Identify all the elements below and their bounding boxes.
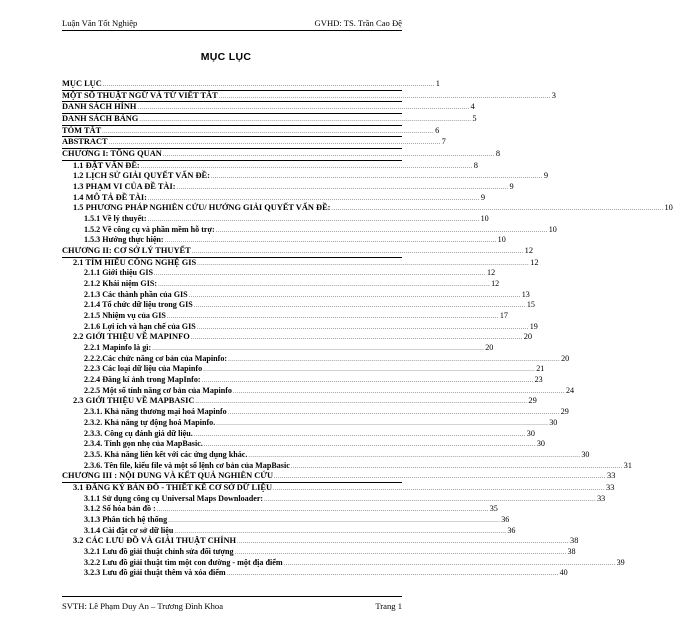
toc-entry-title: 2.2.5 Một số tính năng cơ bản của Mapinfo xyxy=(84,385,232,395)
toc-dot-leader xyxy=(189,291,521,302)
toc-entry-title: 1.5.1 Về lý thuyết: xyxy=(84,214,147,224)
toc-entry-page: 10 xyxy=(497,235,506,245)
toc-entry[interactable] xyxy=(62,439,545,450)
toc-entry-page: 40 xyxy=(559,568,568,578)
toc-entry-page: 4 xyxy=(470,102,475,112)
toc-entry[interactable] xyxy=(62,321,538,333)
toc-dot-leader xyxy=(235,548,567,559)
toc-dot-leader xyxy=(211,172,543,183)
toc-dot-leader xyxy=(165,236,497,247)
toc-entry-title: TÓM TẮT xyxy=(62,125,102,135)
toc-entry[interactable] xyxy=(62,182,514,193)
toc-entry[interactable] xyxy=(62,235,506,246)
toc-entry[interactable] xyxy=(62,417,558,429)
toc-entry-page: 12 xyxy=(524,246,534,256)
toc-entry-title: ABSTRACT xyxy=(62,137,108,147)
page-title: MỤC LỤC xyxy=(200,51,252,63)
toc-entry[interactable] xyxy=(62,407,569,418)
toc-entry-page: 12 xyxy=(491,279,500,289)
toc-entry-title: 2.2.4 Đăng kí ảnh trong MapInfo: xyxy=(84,375,201,385)
toc-entry-title: 2.3.6. Tên file, kiểu file và một số lệnh cơ bản của MapBasic xyxy=(84,460,290,470)
toc-entry-title: 1.2 LỊCH SỬ GIẢI QUYẾT VẤN ĐỀ: xyxy=(73,171,210,181)
toc-entry-title: 2.3 GIỚI THIỆU VỀ MAPBASIC xyxy=(73,396,195,406)
toc-entry[interactable] xyxy=(62,137,446,149)
toc-entry-title: 3.1.3 Phân tích hệ thống xyxy=(84,514,168,524)
toc-entry-page: 13 xyxy=(521,289,530,299)
toc-entry-page: 30 xyxy=(536,439,545,449)
toc-entry-page: 39 xyxy=(616,557,625,567)
toc-dot-leader xyxy=(273,484,605,495)
toc-dot-leader xyxy=(194,430,526,441)
toc-entry-title: 2.3.2. Khả năng tự động hoá Mapinfo. xyxy=(84,417,216,427)
toc-entry-title: 1.5.3 Hướng thực hiện: xyxy=(84,235,164,245)
toc-entry-page: 20 xyxy=(485,343,494,353)
toc-entry[interactable] xyxy=(62,449,590,461)
toc-entry[interactable] xyxy=(62,257,539,269)
toc-dot-leader xyxy=(197,323,529,334)
toc-entry-page: 10 xyxy=(480,214,489,224)
toc-dot-leader xyxy=(248,451,580,462)
toc-entry-page: 29 xyxy=(560,407,569,417)
toc-entry-title: 2.3.4. Tính gọn nhẹ của MapBasic. xyxy=(84,439,203,449)
toc-entry[interactable] xyxy=(62,568,568,579)
toc-entry-page: 33 xyxy=(597,493,606,503)
toc-entry-title: CHƯƠNG III : NỘI DUNG VÀ KẾT QUẢ NGHIÊN CỨU xyxy=(62,471,274,481)
toc-entry-page: 33 xyxy=(606,482,615,492)
toc-entry-page: 36 xyxy=(501,514,510,524)
toc-entry-title: DANH SÁCH BẢNG xyxy=(62,114,139,124)
toc-entry-title: 3.1.4 Cài đặt cơ sở dữ liệu xyxy=(84,525,174,535)
toc-entry-page: 30 xyxy=(526,428,535,438)
toc-entry-page: 31 xyxy=(623,460,632,470)
toc-entry[interactable] xyxy=(62,525,516,537)
toc-entry-title: 2.1.3 Các thành phần của GIS xyxy=(84,289,188,299)
toc-entry-page: 7 xyxy=(441,137,446,147)
toc-entry-title: 2.3.3. Công cụ đánh giá dữ liệu. xyxy=(84,428,193,438)
toc-entry[interactable] xyxy=(62,160,478,172)
toc-entry[interactable] xyxy=(62,385,575,397)
toc-dot-leader xyxy=(191,333,523,344)
toc-entry-page: 15 xyxy=(526,300,535,310)
toc-entry-page: 38 xyxy=(567,546,576,556)
toc-entry[interactable] xyxy=(62,493,606,505)
toc-dot-leader xyxy=(227,569,559,580)
toc-dot-leader xyxy=(264,495,596,506)
toc-entry-title: 2.1.1 Giới thiệu GIS xyxy=(84,268,154,278)
toc-entry-page: 38 xyxy=(570,536,579,546)
toc-dot-leader xyxy=(154,269,486,280)
toc-entry-page: 17 xyxy=(499,311,508,321)
toc-entry-title: 1.1 ĐẶT VẤN ĐỀ: xyxy=(73,160,140,170)
toc-entry[interactable] xyxy=(62,353,570,365)
toc-entry-title: 2.2.1 Mapinfo là gì: xyxy=(84,343,152,353)
toc-dot-leader xyxy=(331,204,663,215)
toc-dot-leader xyxy=(197,259,529,270)
toc-entry-title: 2.1.4 Tổ chức dữ liệu trong GIS xyxy=(84,300,193,310)
toc-entry[interactable] xyxy=(62,171,549,182)
toc-entry-page: 35 xyxy=(489,504,498,514)
toc-dot-leader xyxy=(228,408,560,419)
toc-entry-title: 2.1.6 Lợi ích và hạn chế của GIS xyxy=(84,321,196,331)
toc-entry-page: 33 xyxy=(607,471,616,481)
toc-entry-title: 2.2 GIỚI THIỆU VỀ MAPINFO xyxy=(73,332,190,342)
toc-entry-title: 3.2.1 Lưu đồ giải thuật chỉnh sửa đối tượng xyxy=(84,546,234,556)
toc-entry-title: 3.2 CÁC LƯU ĐỒ VÀ GIẢI THUẬT CHÍNH xyxy=(73,536,237,546)
header-thesis-label: Luận Văn Tốt Nghiệp xyxy=(62,18,138,28)
toc-entry[interactable] xyxy=(62,504,498,515)
toc-entry[interactable] xyxy=(62,364,545,375)
toc-entry[interactable] xyxy=(62,428,535,440)
table-of-contents xyxy=(62,79,673,579)
toc-entry-title: 3.2.3 Lưu đồ giải thuật thêm và xóa điểm xyxy=(84,568,226,578)
toc-entry[interactable] xyxy=(62,343,494,354)
toc-entry-page: 19 xyxy=(529,321,538,331)
toc-dot-leader xyxy=(192,247,524,258)
toc-entry-title: 2.1 TÌM HIỂU CÔNG NGHỆ GIS xyxy=(73,257,197,267)
toc-entry[interactable] xyxy=(62,514,510,526)
toc-entry[interactable] xyxy=(62,396,537,407)
header-advisor-label: GVHD: TS. Trần Cao Đệ xyxy=(314,18,402,28)
toc-entry-page: 30 xyxy=(549,417,558,427)
toc-entry-page: 36 xyxy=(507,525,516,535)
toc-entry-page: 20 xyxy=(523,332,533,342)
toc-entry-title: 1.3 PHẠM VI CỦA ĐỀ TÀI: xyxy=(73,182,176,192)
toc-dot-leader xyxy=(216,419,548,430)
toc-entry[interactable] xyxy=(62,102,475,114)
toc-dot-leader xyxy=(102,127,434,138)
toc-entry-page: 1 xyxy=(435,79,440,88)
toc-dot-leader xyxy=(168,516,500,527)
toc-entry[interactable] xyxy=(62,557,625,569)
toc-entry[interactable] xyxy=(62,482,615,494)
toc-entry-title: CHƯƠNG II: CƠ SỞ LÝ THUYẾT xyxy=(62,246,191,256)
toc-dot-leader xyxy=(202,376,534,387)
toc-entry-title: 3.2.2 Lưu đồ giải thuật tìm một con đường - một địa điểm xyxy=(84,557,283,567)
page-header xyxy=(62,18,402,31)
toc-entry-title: DANH SÁCH HÌNH xyxy=(62,102,137,112)
toc-entry-page: 10 xyxy=(664,203,673,213)
toc-entry-title: MỤC LỤC xyxy=(62,79,102,88)
toc-entry-page: 30 xyxy=(581,449,590,459)
toc-entry-page: 9 xyxy=(543,171,549,181)
toc-entry-page: 23 xyxy=(534,375,543,385)
toc-entry[interactable] xyxy=(62,332,533,343)
toc-entry-title: 2.1.5 Nhiệm vụ của GIS xyxy=(84,311,166,321)
toc-entry-page: 9 xyxy=(480,192,486,202)
toc-entry[interactable] xyxy=(62,125,440,138)
toc-entry-page: 8 xyxy=(473,160,478,170)
toc-entry[interactable] xyxy=(62,311,508,322)
toc-entry-title: 2.3.1. Khả năng thương mại hoá Mapinfo xyxy=(84,407,227,417)
toc-entry-page: 12 xyxy=(487,268,496,278)
toc-entry[interactable] xyxy=(62,224,557,236)
toc-entry[interactable] xyxy=(62,460,632,472)
toc-dot-leader xyxy=(204,440,536,451)
toc-entry-page: 5 xyxy=(472,114,477,124)
toc-entry-title: 1.5 PHƯƠNG PHÁP NGHIÊN CỨU/ HƯỚNG GIẢI QUYẾT VẤN ĐỀ: xyxy=(73,203,331,213)
toc-entry[interactable] xyxy=(62,203,673,214)
toc-dot-leader xyxy=(203,365,535,376)
toc-dot-leader xyxy=(219,92,551,103)
toc-dot-leader xyxy=(137,103,469,114)
toc-dot-leader xyxy=(194,301,526,312)
toc-dot-leader xyxy=(157,505,489,516)
toc-dot-leader xyxy=(167,312,499,323)
toc-entry-title: 2.1.2 Khái niệm GIS: xyxy=(84,279,158,289)
toc-entry-page: 9 xyxy=(509,182,514,192)
toc-entry-page: 20 xyxy=(561,353,570,363)
toc-entry[interactable] xyxy=(62,300,535,311)
toc-entry-title: CHƯƠNG I: TỔNG QUAN xyxy=(62,149,162,159)
toc-entry[interactable] xyxy=(62,114,477,126)
toc-entry[interactable] xyxy=(62,279,500,290)
toc-entry[interactable] xyxy=(62,546,576,558)
toc-entry-title: 3.1 ĐĂNG KÝ BẢN ĐỒ - THIẾT KẾ CƠ SỞ DỮ LIỆU xyxy=(73,482,273,492)
toc-entry[interactable] xyxy=(62,289,530,301)
toc-dot-leader xyxy=(158,280,490,291)
toc-entry-title: 3.1.2 Số hóa bản đồ : xyxy=(84,504,156,514)
toc-entry-title: 3.1.1 Sử dụng công cụ Universal Maps Downloader: xyxy=(84,493,264,503)
toc-entry-page: 6 xyxy=(435,125,440,135)
toc-dot-leader xyxy=(177,183,509,194)
page-footer xyxy=(62,596,402,613)
toc-entry[interactable] xyxy=(62,90,556,103)
toc-entry[interactable] xyxy=(62,375,543,386)
toc-entry-title: 2.3.5. Khả năng liên kết với các ứng dụng khác. xyxy=(84,449,248,459)
toc-entry-title: 1.4 MÔ TẢ ĐỀ TÀI: xyxy=(73,192,147,202)
toc-dot-leader xyxy=(228,355,560,366)
toc-entry[interactable] xyxy=(62,79,440,91)
toc-dot-leader xyxy=(274,472,606,483)
toc-entry-page: 3 xyxy=(551,90,556,100)
toc-entry-title: 2.2.2.Các chức năng cơ bản của Mapinfo: xyxy=(84,353,228,363)
toc-dot-leader xyxy=(291,462,623,473)
footer-authors-label: SVTH: Lê Phạm Duy An – Trương Đình Khoa xyxy=(62,601,224,611)
toc-entry[interactable] xyxy=(62,471,616,483)
toc-entry[interactable] xyxy=(62,149,500,161)
toc-dot-leader xyxy=(139,115,471,126)
toc-entry[interactable] xyxy=(62,536,579,547)
toc-entry-page: 21 xyxy=(536,364,545,374)
toc-dot-leader xyxy=(237,537,569,548)
toc-entry-title: MỘT SỐ THUẬT NGỮ VÀ TỪ VIẾT TẮT xyxy=(62,90,218,100)
toc-entry-page: 12 xyxy=(530,257,539,267)
toc-entry-page: 8 xyxy=(495,149,500,159)
toc-entry-page: 29 xyxy=(528,396,537,406)
toc-dot-leader xyxy=(233,387,565,398)
toc-entry[interactable] xyxy=(62,192,486,204)
footer-page-number: Trang 1 xyxy=(375,601,402,611)
toc-entry[interactable] xyxy=(62,214,489,225)
toc-dot-leader xyxy=(103,80,435,91)
toc-entry-title: 2.2.3 Các loại dữ liệu của Mapinfo xyxy=(84,364,203,374)
toc-dot-leader xyxy=(163,150,495,161)
toc-entry[interactable] xyxy=(62,246,534,258)
toc-dot-leader xyxy=(109,138,441,149)
toc-entry-title: 1.5.2 Về công cụ và phần mềm hỗ trợ: xyxy=(84,224,215,234)
toc-entry-page: 10 xyxy=(548,224,557,234)
toc-dot-leader xyxy=(195,397,527,408)
toc-entry[interactable] xyxy=(62,268,496,279)
toc-entry-page: 24 xyxy=(565,385,575,395)
